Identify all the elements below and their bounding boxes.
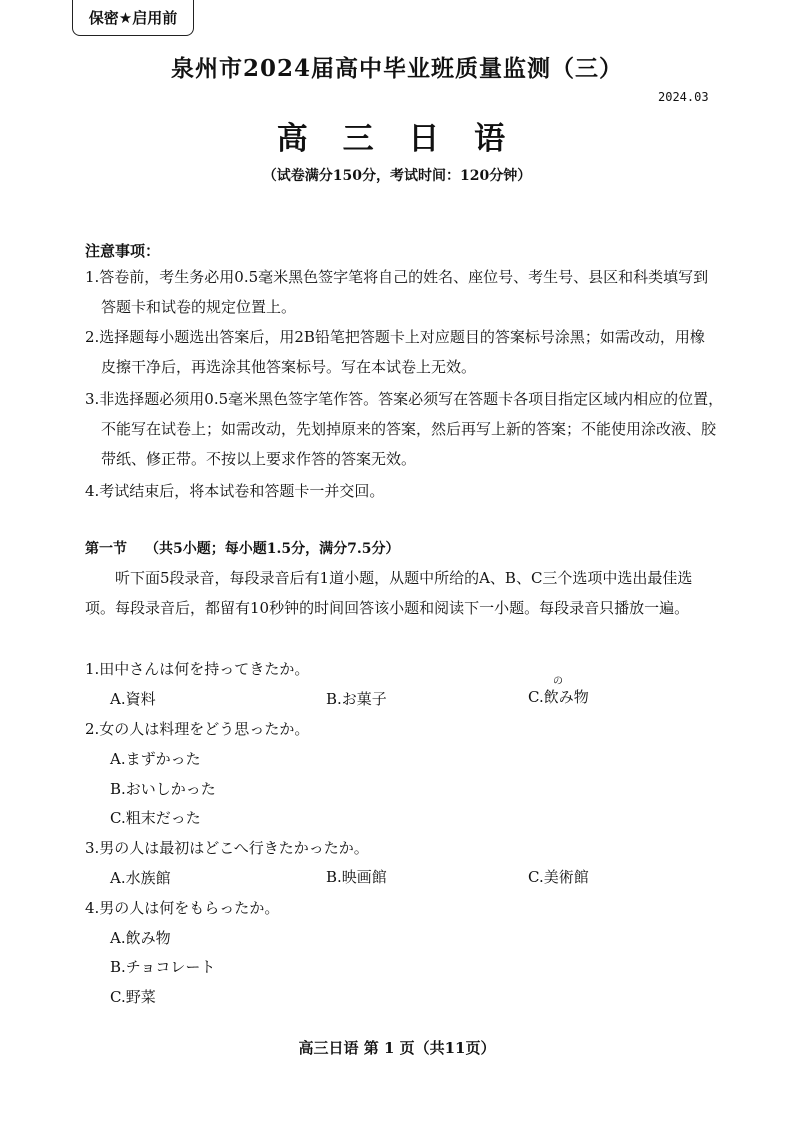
notice-line: 3.非选择题必须用0.5毫米黑色签字笔作答。答案必须写在答题卡各项目指定区域内相应的位置， bbox=[85, 390, 724, 408]
section-title: 第一节 bbox=[85, 541, 127, 557]
page-footer: 高三日语 第 1 页（共11页） bbox=[298, 1039, 496, 1057]
option-a: A.資料 bbox=[110, 690, 156, 708]
notice-line: 答题卡和试卷的规定位置上。 bbox=[101, 298, 297, 316]
confidential-stamp: 保密★启用前 bbox=[72, 0, 194, 36]
option-b: B.チョコレート bbox=[110, 958, 216, 976]
notice-line: 皮擦干净后，再选涂其他答案标号。写在本试卷上无效。 bbox=[101, 358, 477, 376]
option-a: A.飲み物 bbox=[110, 929, 171, 947]
option-b: B.映画館 bbox=[326, 868, 387, 886]
option-c: C.美術館 bbox=[528, 868, 589, 886]
option-b: B.おいしかった bbox=[110, 780, 216, 798]
section-info: （共5小题；每小题1.5分，满分7.5分） bbox=[145, 541, 400, 557]
option-c: C.飲み物 bbox=[528, 688, 589, 706]
notice-item-3 bbox=[85, 384, 735, 474]
section-instruction bbox=[85, 563, 735, 623]
notice-item-1 bbox=[85, 262, 735, 322]
furigana: の bbox=[553, 676, 563, 687]
option-a: A.まずかった bbox=[110, 750, 201, 768]
notice-item-2 bbox=[85, 322, 735, 382]
exam-meta: （试卷满分150分，考试时间：120分钟） bbox=[262, 168, 532, 184]
option-c: C.粗末だった bbox=[110, 809, 201, 827]
question-stem: 3.男の人は最初はどこへ行きたかったか。 bbox=[85, 839, 369, 857]
notice-line: 带纸、修正带。不按以上要求作答的答案无效。 bbox=[101, 450, 417, 468]
notice-line: 4.考试结束后，将本试卷和答题卡一并交回。 bbox=[85, 482, 385, 500]
option-a: A.水族館 bbox=[110, 869, 171, 887]
option-c: C.野菜 bbox=[110, 988, 156, 1006]
instruction-line: 项。每段录音后，都留有10秒钟的时间回答该小题和阅读下一小题。每段录音只播放一遍。 bbox=[85, 599, 690, 617]
question-stem: 1.田中さんは何を持ってきたか。 bbox=[85, 660, 310, 678]
notice-line: 1.答卷前，考生务必用0.5毫米黑色签字笔将自己的姓名、座位号、考生号、县区和科类填写到 bbox=[85, 268, 709, 286]
notice-line: 不能写在试卷上；如需改动，先划掉原来的答案，然后再写上新的答案；不能使用涂改液、胶 bbox=[101, 420, 717, 438]
question-stem: 4.男の人は何をもらったか。 bbox=[85, 899, 280, 917]
instruction-line: 听下面5段录音，每段录音后有1道小题，从题中所给的A、B、C三个选项中选出最佳选 bbox=[115, 569, 693, 587]
option-b: B.お菓子 bbox=[326, 690, 387, 708]
notice-line: 2.选择题每小题选出答案后，用2B铅笔把答题卡上对应题目的答案标号涂黑；如需改动，用橡 bbox=[85, 328, 705, 346]
exam-date: 2024.03 bbox=[658, 90, 709, 104]
section-heading bbox=[85, 538, 399, 558]
subject-title: 高 三 日 语 bbox=[276, 121, 518, 157]
notice-item-4 bbox=[85, 476, 735, 506]
question-stem: 2.女の人は料理をどう思ったか。 bbox=[85, 720, 310, 738]
notice-heading: 注意事项： bbox=[85, 242, 161, 260]
exam-title: 泉州市2024届高中毕业班质量监测（三） bbox=[170, 55, 623, 82]
